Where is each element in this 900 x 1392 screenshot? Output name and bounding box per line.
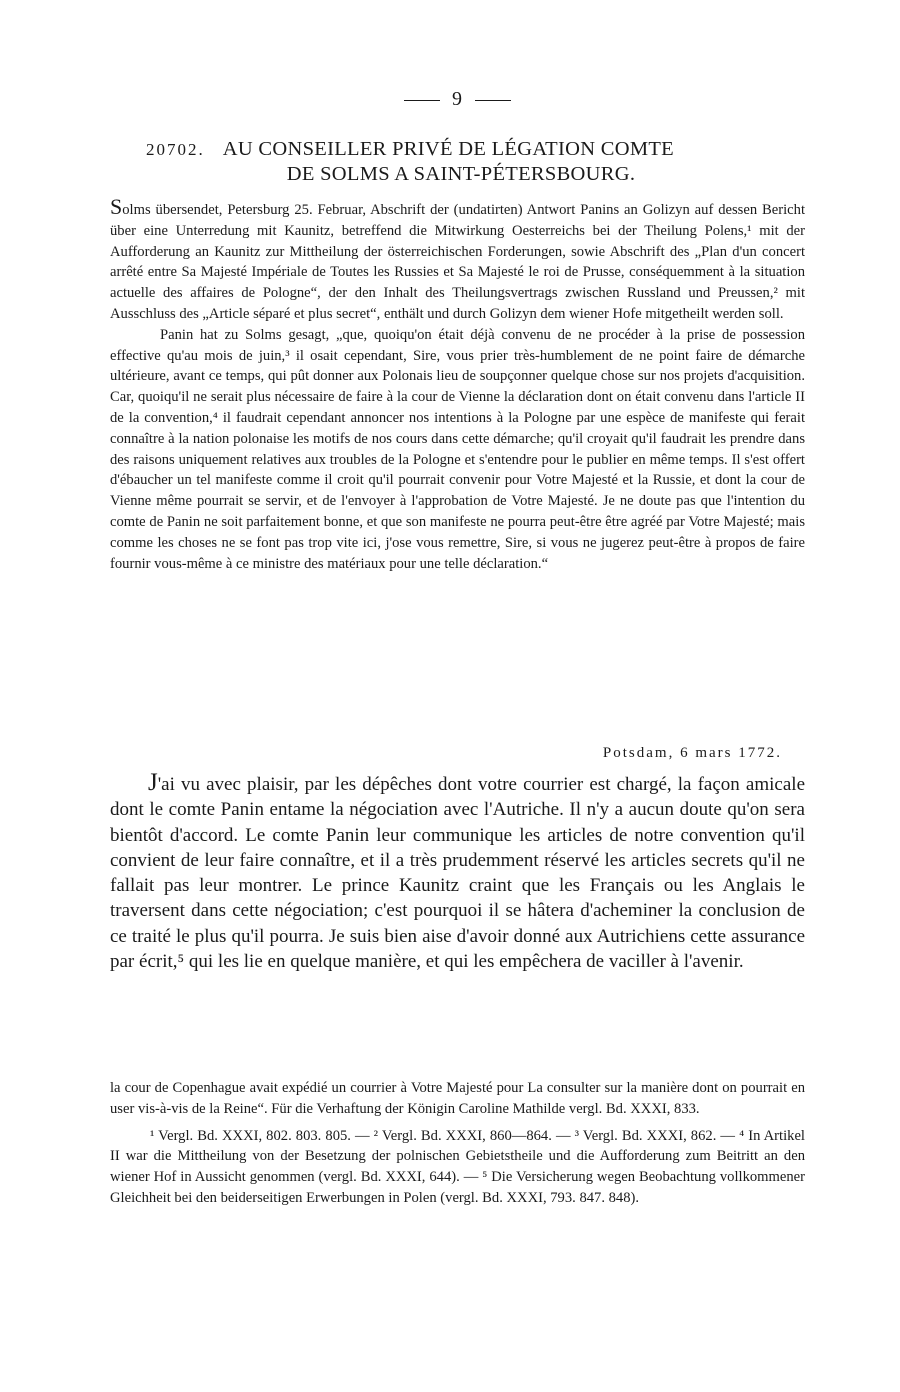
- letter-text: 'ai vu avec plaisir, par les dépêches dont votre courrier est chargé, la façon amicale dont le comte Panin entame la négociation avec l'Autriche. Il n'y a aucun doute qu'on sera bientôt d'accord. Le comte Panin leur communique les articles de notre convention qu'il convient de leur faire connaître, et il a très prudemment réservé les articles secrets qu'il ne fallait pas leur montrer. Le prince Kaunitz craint que les Français ou les Anglais le traversent dans cette négociation; c'est pourquoi il se hâtera d'acheminer la conclusion de ce traité le plus qu'il pourra. Je suis bien aise d'avoir donné aux Autrichiens cette assurance par écrit,⁵ qui les lie en quelque manière, et qui les empêchera de vaciller à l'avenir.: [110, 774, 805, 973]
- letter-paragraph: [110, 770, 805, 974]
- dateline: Potsdam, 6 mars 1772.: [602, 745, 782, 761]
- page-number: 9: [452, 88, 463, 110]
- summary-paragraph-1: [110, 194, 805, 325]
- summary-paragraph-2: Panin hat zu Solms gesagt, „que, quoiqu'on était déjà convenu de ne procéder à la prise de possession effective qu'au mois de juin,³ il osait cependant, Sire, vous prier très-humblement de ne point faire de démarche ultérieure, avant ce temps, qui pût donner aux Polonais lieu de soupçonner quelque chose sur nos projets d'acquisition. Car, quoiqu'il ne serait plus nécessaire de faire à la cour de Vienne la déclaration dont on était convenu dans l'article II de la convention,⁴ il faudrait cependant annoncer nos intentions à la Pologne par une espèce de manifeste qui ferait connaître à la nation polonaise les motifs de nos cours dans cette démarche; qu'il croyait qu'il faudrait les prendre dans des raisons uniquement relatives aux troubles de la Pologne et s'entendre pour le publier en même temps. Il s'est offert d'ébaucher un tel manifeste comme il croit qu'il pourrait convenir pour Votre Majesté et la Russie, et dont la cour de Vienne même pourrait se servir, et de l'envoyer à l'approbation de Votre Majesté. Je ne doute pas que l'intention du comte de Panin ne soit parfaitement bonne, et que son manifeste ne pourra peut-être être agréé par Votre Majesté; mais comme les choses ne se font pas trop vite ici, j'ose vous remettre, Sire, si vous ne jugerez peut-être à propos de faire fournir vous-même à ce ministre des matériaux pour une telle déclaration.“: [110, 326, 805, 572]
- notes-block: [110, 1078, 805, 1209]
- summary-block: [110, 194, 805, 574]
- heading-line-2: DE SOLMS A SAINT-PÉTERSBOURG.: [286, 163, 636, 185]
- summary-paragraph-1-text: olms übersendet, Petersburg 25. Februar, Abschrift der (undatirten) Antwort Panins an Golizyn auf dessen Bericht über eine Unterredung mit Kaunitz, betreffend die Mitwirkung Oesterreichs bei der Theilung Polens,¹ mit der Aufforderung an Kaunitz zur Mittheilung der österreichischen Forderungen, sowie Abschrift des „Plan d'un concert arrêté entre Sa Majesté Impériale de Toutes les Russies et Sa Majesté le roi de Prusse, conséquemment à la situation actuelle des affaires de Pologne“, der den Inhalt des Theilungsvertrags zwischen Russland und Preussen,² mit Ausschluss des „Article séparé et plus secret“, enthält und durch Golizyn dem wiener Hofe mitgetheilt werden soll.: [110, 202, 805, 322]
- page-number-rule-right: [475, 100, 511, 101]
- letter-initial: J: [148, 769, 158, 796]
- footnotes: ¹ Vergl. Bd. XXXI, 802. 803. 805. — ² Vergl. Bd. XXXI, 860—864. — ³ Vergl. Bd. XXXI, 862. — ⁴ In Artikel II war die Mittheilung von der Besetzung der polnischen Gebietstheile und die Aufforderung zum Beitritt an den wiener Hof in Aussicht genommen (vergl. Bd. XXXI, 644). — ⁵ Die Versicherung wegen Beobachtung vollkommener Gleichheit bei den beiderseitigen Erwerbungen in Polen (vergl. Bd. XXXI, 793. 847. 848).: [110, 1127, 805, 1206]
- summary-initial: S: [110, 194, 123, 219]
- page-number-line: [110, 88, 805, 111]
- document-heading: [146, 137, 806, 186]
- heading-line-1: AU CONSEILLER PRIVÉ DE LÉGATION COMTE: [222, 138, 674, 160]
- page-number-rule-left: [404, 100, 440, 101]
- document-number: 20702.: [146, 140, 205, 159]
- footnote-carryover: la cour de Copenhague avait expédié un courrier à Votre Majesté pour La consulter sur la manière dont on pourrait en user vis-à-vis de la Reine“. Für die Verhaftung der Königin Caroline Mathilde vergl. Bd. XXXI, 833.: [110, 1080, 805, 1117]
- letter-body: [110, 770, 805, 974]
